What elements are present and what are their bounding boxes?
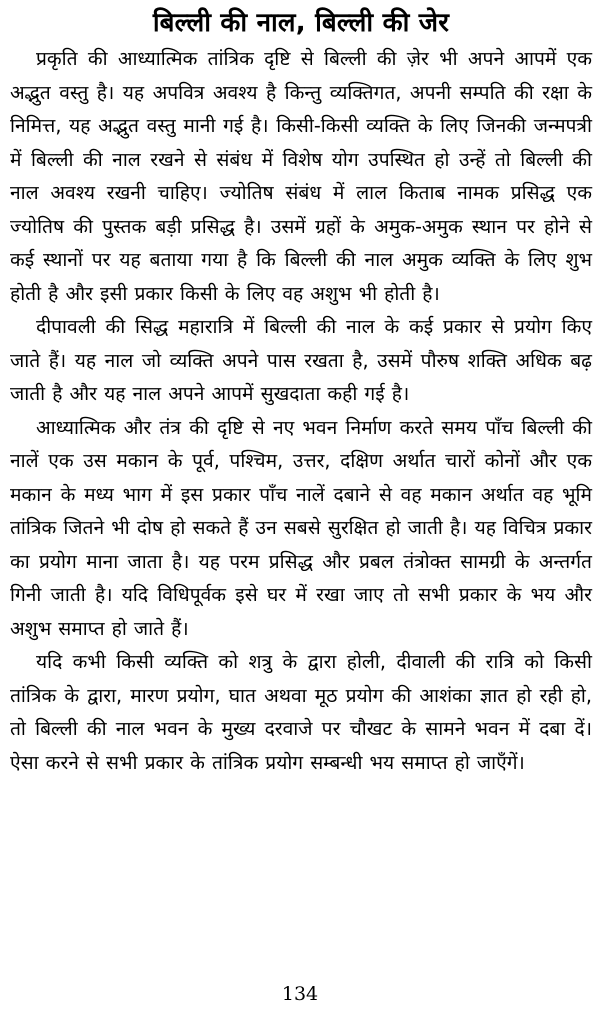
paragraph-1: प्रकृति की आध्यात्मिक तांत्रिक दृष्टि से बिल्ली की ज़ेर भी अपने आपमें एक अद्भुत वस्तु है। यह अपवित्र अवश्य है किन्तु व्यक्तिगत, अपनी सम्पति की रक्षा के निमित्त, यह अद्भुत वस्तु मानी गई है। किसी-किसी व्यक्ति के लिए जिनकी जन्मपत्री में बिल्ली की नाल रखने से संबंध में विशेष योग उपस्थित हो उन्हें तो बिल्ली की नाल अवश्य रखनी चाहिए। ज्योतिष संबंध में लाल किताब नामक प्रसिद्ध एक ज्योतिष की पुस्तक बड़ी प्रसिद्ध है। उसमें ग्रहों के अमुक-अमुक स्थान पर होने से कई स्थानों पर यह बताया गया है कि बिल्ली की नाल अमुक व्यक्ति के लिए शुभ होती है और इसी प्रकार किसी के लिए वह अशुभ भी होती है। (10, 47, 592, 305)
page-number: 134 (281, 983, 319, 1005)
paragraph-4: यदि कभी किसी व्यक्ति को शत्रु के द्वारा होली, दीवाली की रात्रि को किसी तांत्रिक के द्वारा, मारण प्रयोग, घात अथवा मूठ प्रयोग की आशंका ज्ञात हो रही हो, तो बिल्ली की नाल भवन के मुख्य दरवाजे पर चौखट के सामने भवन में दबा दें। ऐसा करने से सभी प्रकार के तांत्रिक प्रयोग सम्बन्धी भय समाप्त हो जाएँगें। (10, 650, 592, 774)
chapter-title: बिल्ली की नाल, बिल्ली की जेर (152, 8, 450, 38)
paragraph-3: आध्यात्मिक और तंत्र की दृष्टि से नए भवन निर्माण करते समय पाँच बिल्ली की नालें एक उस मकान के पूर्व, पश्चिम, उत्तर, दक्षिण अर्थात चारों कोनों और एक मकान के मध्य भाग में इस प्रकार पाँच नालें दबाने से वह मकान अर्थात वह भूमि तांत्रिक जितने भी दोष हो सकते हैं उन सबसे सुरक्षित हो जाती है। यह विचित्र प्रकार का प्रयोग माना जाता है। यह परम प्रसिद्ध और प्रबल तंत्रोक्त सामग्री के अन्तर्गत गिनी जाती है। यदि विधिपूर्वक इसे घर में रखा जाए तो सभी प्रकार के भय और अशुभ समाप्त हो जाते हैं। (10, 415, 592, 640)
paragraph-2: दीपावली की सिद्ध महारात्रि में बिल्ली की नाल के कई प्रकार से प्रयोग किए जाते हैं। यह नाल जो व्यक्ति अपने पास रखता है, उसमें पौरुष शक्ति अधिक बढ़ जाती है और यह नाल अपने आपमें सुखदाता कही गई है। (10, 315, 592, 405)
